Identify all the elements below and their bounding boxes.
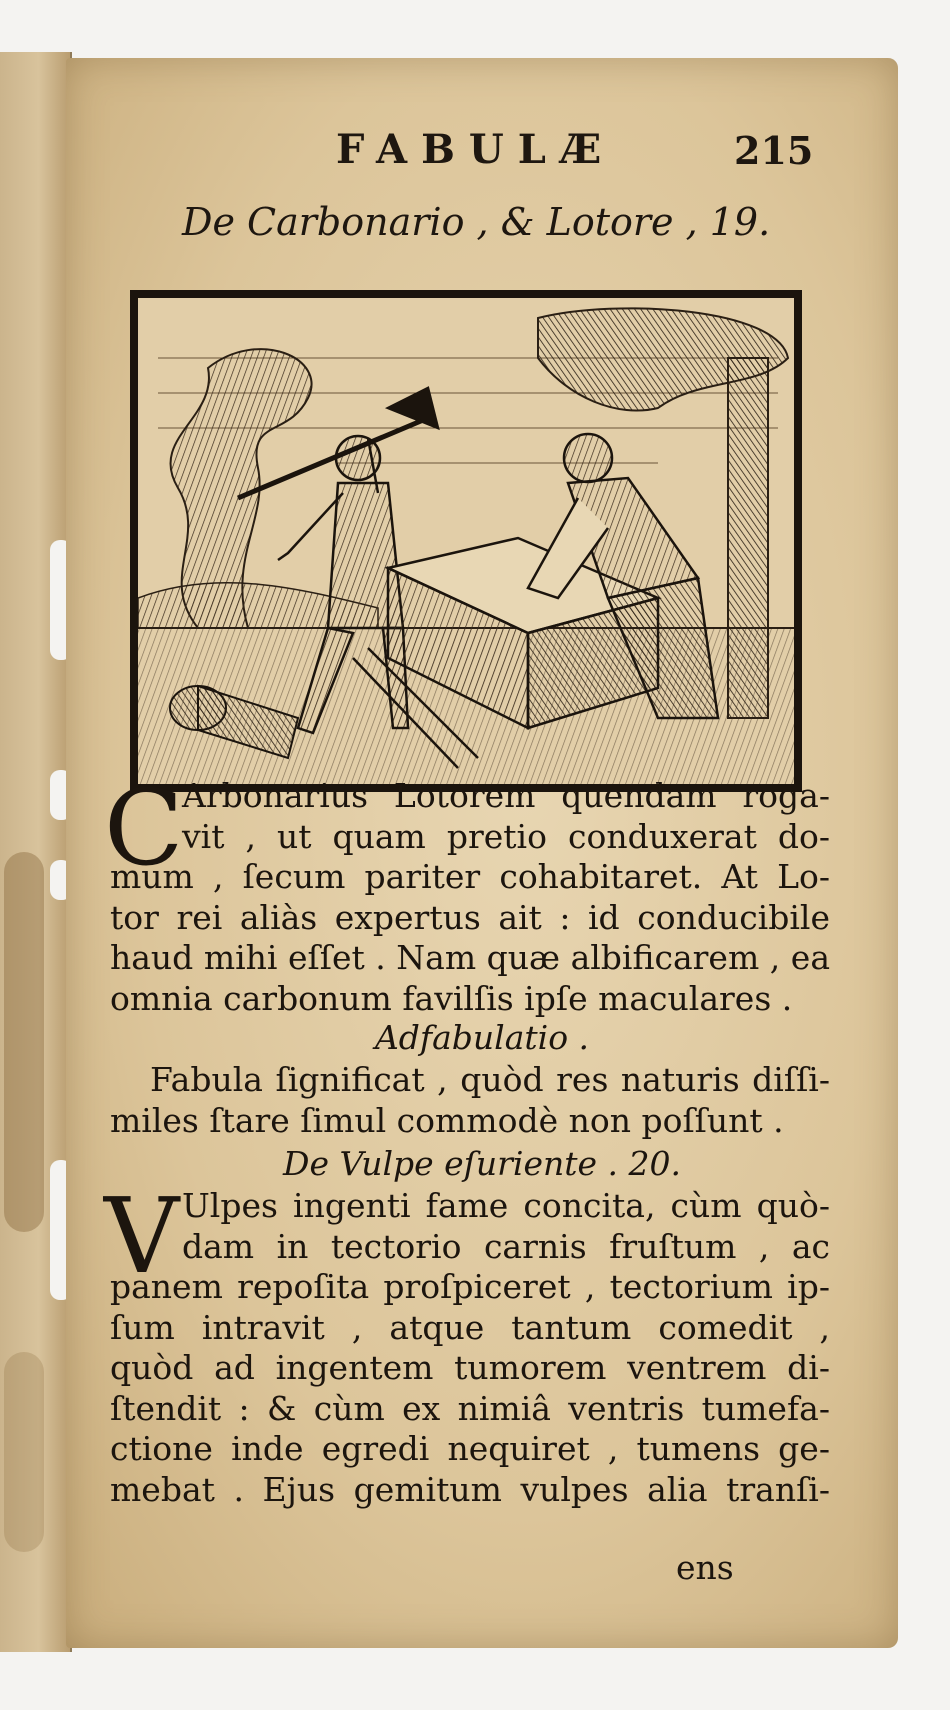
water-stain (4, 852, 44, 1232)
catchword: ens (676, 1548, 734, 1587)
fable-title: De Vulpe eſuriente . 20. (283, 1144, 681, 1183)
running-head: FABULÆ (336, 126, 616, 173)
fable-title: De Carbonario , & Lotore , 19. (182, 200, 771, 244)
text-line: mum , ſecum pariter cohabitaret. At Lo- (110, 857, 830, 896)
text-line: vit , ut quam pretio conduxerat do- (182, 816, 830, 856)
water-stain (4, 1352, 44, 1552)
fable-body (110, 776, 830, 1019)
woodcut-illustration (130, 290, 802, 792)
text-line: ctione inde egredi nequiret , tumens ge- (110, 1429, 830, 1468)
book-page (66, 58, 898, 1648)
text-line: Fabula ſignificat , quòd res naturis diſſi- (150, 1060, 830, 1099)
woodcut-image (138, 298, 794, 784)
fable-body (110, 1186, 830, 1510)
text-line: mebat . Ejus gemitum vulpes alia tranſi- (110, 1469, 830, 1509)
text-line: Ulpes ingenti fame concita, cùm quò- (182, 1186, 830, 1225)
text-line: ſum intravit , atque tantum comedit , (110, 1307, 830, 1347)
text-line: tor rei aliàs expertus ait : id conducibile (110, 897, 830, 937)
moral-body (110, 1060, 830, 1141)
drop-cap: C (104, 767, 184, 889)
text-line: panem repoſita proſpiceret , tectorium ip- (110, 1267, 830, 1306)
page-number: 215 (734, 128, 814, 173)
text-line: haud mihi eſſet . Nam quæ albificarem , ea (110, 938, 830, 977)
text-line: omnia carbonum favilſis ipſe maculares . (110, 978, 793, 1018)
drop-cap: V (104, 1175, 180, 1297)
facing-page-edge (0, 52, 72, 1652)
text-line: ſtendit : & cùm ex nimiâ ventris tumefa- (110, 1388, 830, 1428)
text-line: miles ſtare ſimul commodè non poſſunt . (110, 1100, 784, 1140)
text-line: quòd ad ingentem tumorem ventrem di- (110, 1348, 830, 1387)
text-line: dam in tectorio carnis fruſtum , ac (182, 1226, 830, 1266)
text-line: Arbonarius Lotorem quendam roga- (182, 776, 830, 815)
moral-heading: Adfabulatio . (374, 1018, 590, 1057)
